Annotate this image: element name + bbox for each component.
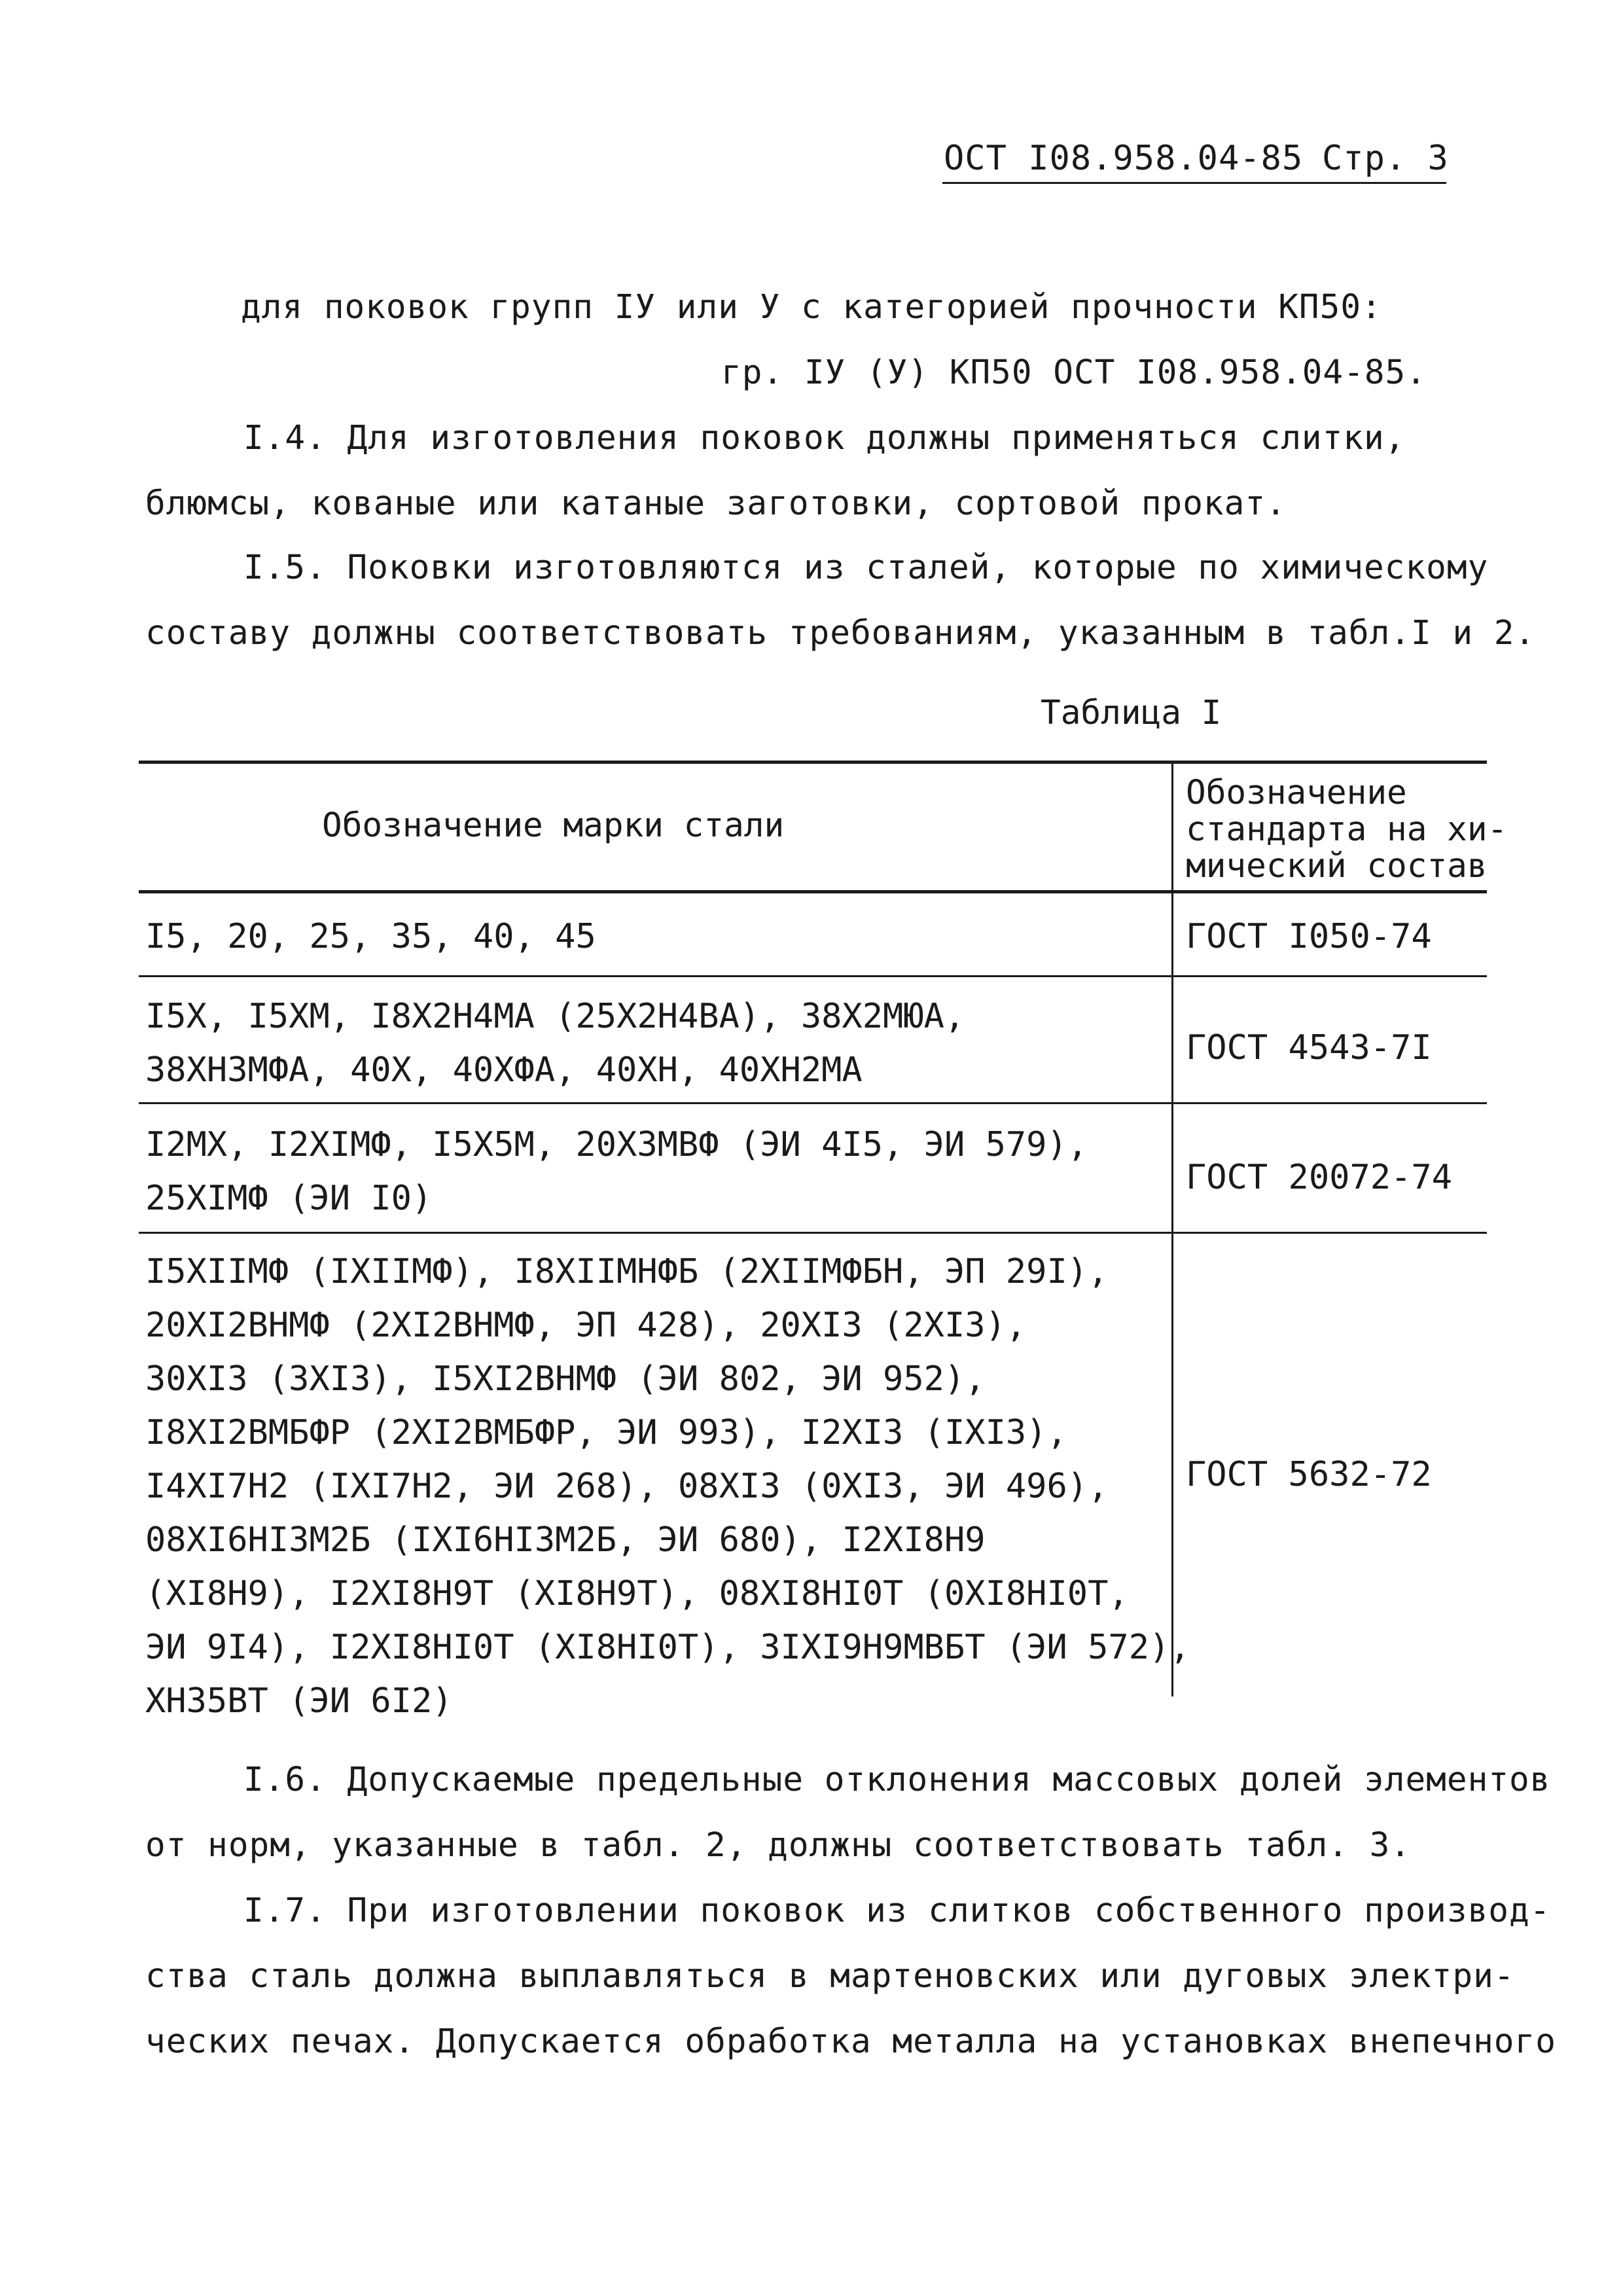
table-cell-grades bbox=[145, 1245, 1190, 1728]
paragraph-1-4-line-2: блюмсы, кованые или катаные заготовки, сортовой прокат. bbox=[145, 484, 1287, 523]
table-cell-grades bbox=[145, 990, 965, 1097]
table-cell-standard: ГОСТ I050-74 bbox=[1186, 917, 1432, 956]
table-cell-grades bbox=[145, 1118, 1088, 1225]
table-header-standard-line: Обозначение bbox=[1186, 774, 1407, 812]
grade-line: (XI8H9), I2XI8H9T (XI8H9T), 08XI8HI0T (0XI8HI0T, bbox=[145, 1574, 1129, 1613]
grade-line: I8XI2BMБФP (2XI2BMБФP, ЭИ 993), I2XI3 (IXI3), bbox=[145, 1413, 1067, 1452]
page-number: Стр. 3 bbox=[1322, 139, 1449, 178]
table-cell-standard: ГОСТ 20072-74 bbox=[1186, 1158, 1452, 1197]
grade-line: 38XH3MФA, 40X, 40XФA, 40XH, 40XH2MA bbox=[145, 1050, 863, 1090]
paragraph-1-5-line-2: составу должны соответствовать требованиям, указанным в табл.I и 2. bbox=[145, 614, 1536, 653]
grade-line: I5X, I5XM, I8X2H4MA (25X2H4BA), 38X2MЮA, bbox=[145, 997, 965, 1036]
table-header-standard-line: мический состав bbox=[1186, 847, 1488, 886]
paragraph-1-6-line-2: от норм, указанные в табл. 2, должны соответствовать табл. 3. bbox=[145, 1826, 1411, 1865]
table-header-standard-line: стандарта на хи- bbox=[1186, 810, 1508, 849]
grade-line: XH35BT (ЭИ 6I2) bbox=[145, 1681, 453, 1721]
paragraph-1-7-line-2: ства сталь должна выплавляться в мартеновских или дуговых электри- bbox=[145, 1957, 1515, 1996]
grade-line: 25XIMФ (ЭИ I0) bbox=[145, 1179, 433, 1218]
table-row-divider bbox=[139, 975, 1487, 977]
intro-line-1: для поковок групп IУ или У с категорией прочности КП50: bbox=[241, 288, 1382, 327]
paragraph-1-4-line-1: I.4. Для изготовления поковок должны применяться слитки, bbox=[243, 419, 1406, 457]
table-row-divider bbox=[139, 1232, 1487, 1234]
table-cell-standard: ГОСТ 4543-7I bbox=[1186, 1028, 1432, 1067]
paragraph-1-7-line-3: ческих печах. Допускается обработка металла на установках внепечного bbox=[145, 2022, 1556, 2061]
header-underline bbox=[942, 182, 1446, 184]
grade-line: 30XI3 (3XI3), I5XI2BHMФ (ЭИ 802, ЭИ 952), bbox=[145, 1359, 986, 1399]
grade-line: I2MX, I2XIMФ, I5X5M, 20X3MBФ (ЭИ 4I5, ЭИ 579), bbox=[145, 1125, 1088, 1164]
grade-line: I5XIIMФ (IXIIMФ), I8XIIMHФБ (2XIIMФБH, ЭП 29I), bbox=[145, 1252, 1109, 1291]
table-caption: Таблица I bbox=[1041, 694, 1222, 732]
paragraph-1-7-line-1: I.7. При изготовлении поковок из слитков собственного производ- bbox=[243, 1892, 1551, 1930]
paragraph-1-5-line-1: I.5. Поковки изготовляются из сталей, которые по химическому bbox=[243, 548, 1489, 587]
paragraph-1-6-line-1: I.6. Допускаемые предельные отклонения массовых долей элементов bbox=[243, 1761, 1551, 1799]
grade-line: 08XI6HI3M2Б (IXI6HI3M2Б, ЭИ 680), I2XI8H9 bbox=[145, 1520, 986, 1560]
grade-line: I5, 20, 25, 35, 40, 45 bbox=[145, 917, 596, 956]
document-code: ОСТ I08.958.04-85 bbox=[944, 139, 1304, 178]
table-cell-standard: ГОСТ 5632-72 bbox=[1186, 1455, 1432, 1494]
intro-line-2: гр. IУ (У) КП50 ОСТ I08.958.04-85. bbox=[721, 353, 1427, 392]
table-row-divider bbox=[139, 1102, 1487, 1104]
grade-line: ЭИ 9I4), I2XI8HI0T (XI8HI0T), 3IXI9H9MBБT (ЭИ 572), bbox=[145, 1628, 1190, 1667]
table-header-standard bbox=[1186, 775, 1507, 885]
table-header-grade: Обозначение марки стали bbox=[322, 806, 785, 845]
table-top-rule bbox=[139, 761, 1487, 764]
grade-line: I4XI7H2 (IXI7H2, ЭИ 268), 08XI3 (0XI3, ЭИ 496), bbox=[145, 1467, 1109, 1506]
grade-line: 20XI2BHMФ (2XI2BHMФ, ЭП 428), 20XI3 (2XI3), bbox=[145, 1306, 1027, 1345]
table-header-rule bbox=[139, 890, 1487, 893]
table-cell-grades bbox=[145, 910, 596, 963]
